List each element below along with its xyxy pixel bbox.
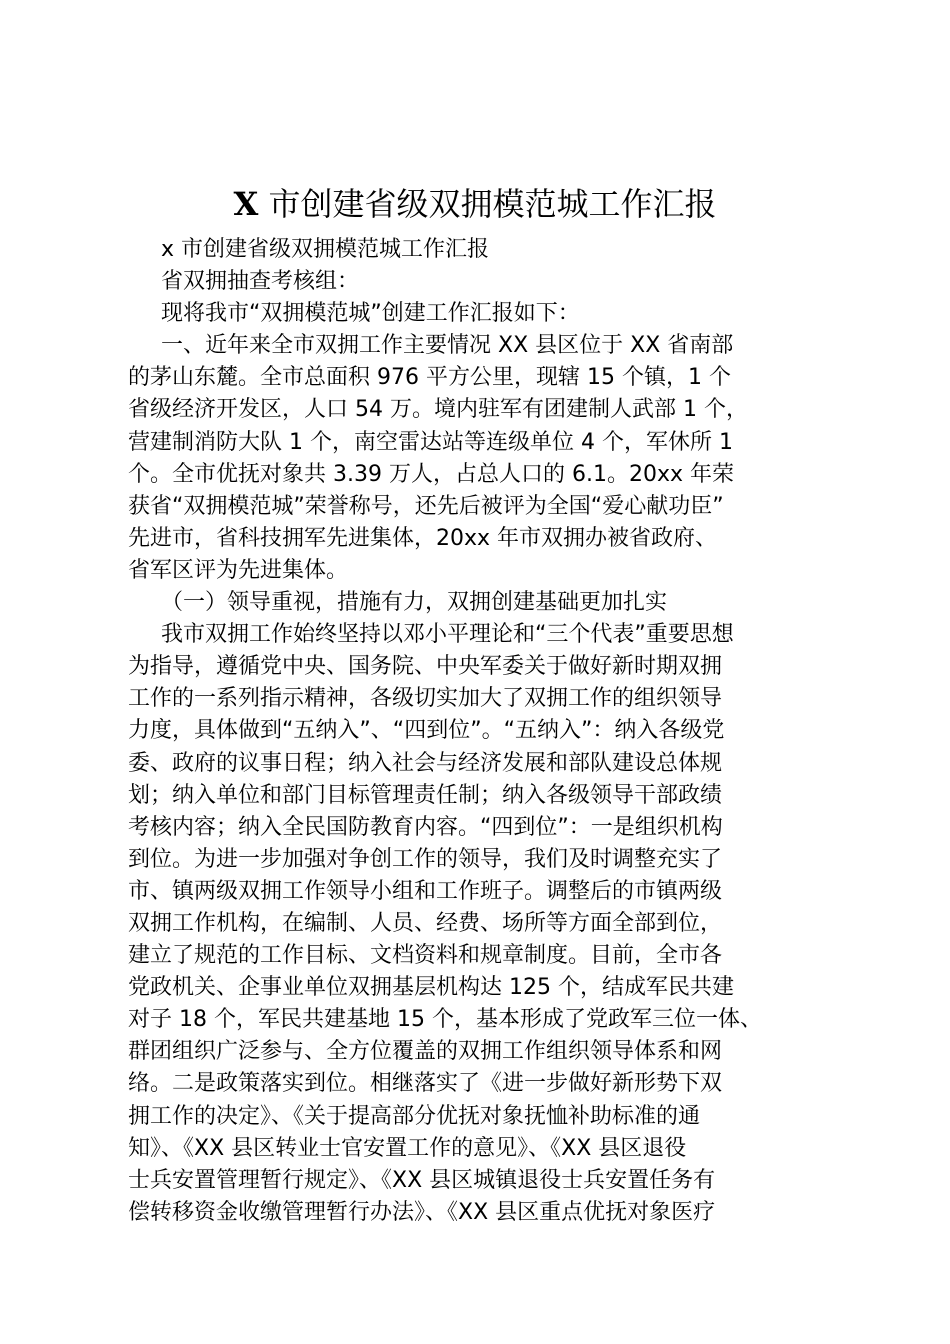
text-line: 到位。为进一步加强对争创工作的领导，我们及时调整充实了 (128, 846, 723, 872)
paragraph-subtitle (128, 234, 828, 266)
text-line: （一）领导重视，措施有力，双拥创建基础更加扎实 (161, 590, 668, 616)
document-body (128, 234, 828, 1229)
text-line: 知》、《XX 县区转业士官安置工作的意见》、《XX 县区退役 (128, 1135, 687, 1161)
text-line: 士兵安置管理暂行规定》、《XX 县区城镇退役士兵安置任务有 (128, 1167, 716, 1193)
text-line: 考核内容；纳入全民国防教育内容。“四到位”：一是组织机构 (128, 814, 723, 840)
text-line: 络。二是政策落实到位。相继落实了《进一步做好新形势下双 (128, 1071, 723, 1097)
text-line: 我市双拥工作始终坚持以邓小平理论和“三个代表”重要思想 (161, 622, 734, 648)
text-line: 划；纳入单位和部门目标管理责任制；纳入各级领导干部政绩 (128, 782, 723, 808)
text-line: 双拥工作机构，在编制、人员、经费、场所等方面全部到位， (128, 910, 723, 936)
paragraph-overview (128, 330, 828, 587)
text-line: 党政机关、企事业单位双拥基层机构达 125 个，结成军民共建 (128, 975, 734, 1001)
text-line: 为指导，遵循党中央、国务院、中央军委关于做好新时期双拥 (128, 654, 723, 680)
text-line: 建立了规范的工作目标、文档资料和规章制度。目前，全市各 (128, 943, 723, 969)
document-title (0, 182, 950, 226)
paragraph-intro (128, 298, 828, 330)
title-text: 市创建省级双拥模范城工作汇报 (258, 185, 717, 223)
text-line: 对子 18 个，军民共建基地 15 个，基本形成了党政军三位一体、 (128, 1007, 762, 1033)
text-line: 偿转移资金收缴管理暂行办法》、《XX 县区重点优抚对象医疗 (128, 1199, 716, 1225)
text-line: 力度，具体做到“五纳入”、“四到位”。“五纳入”：纳入各级党 (128, 718, 725, 744)
text-line: 省双拥抽查考核组： (161, 269, 360, 295)
text-line: 拥工作的决定》、《关于提高部分优抚对象抚恤补助标准的通 (128, 1103, 701, 1129)
text-line: 市、镇两级双拥工作领导小组和工作班子。调整后的市镇两级 (128, 878, 723, 904)
section-heading (128, 587, 828, 619)
text-line: 营建制消防大队 1 个，南空雷达站等连级单位 4 个，军休所 1 (128, 429, 733, 455)
text-line: 先进市，省科技拥军先进集体，20xx 年市双拥办被省政府、 (128, 525, 718, 551)
text-line: 获省“双拥模范城”荣誉称号，还先后被评为全国“爱心献功臣” (128, 493, 724, 519)
text-line: x 市创建省级双拥模范城工作汇报 (161, 237, 490, 262)
text-line: 个。全市优抚对象共 3.39 万人，占总人口的 6.1。20xx 年荣 (128, 461, 734, 487)
text-line: 省军区评为先进集体。 (128, 557, 349, 583)
text-line: 省级经济开发区，人口 54 万。境内驻军有团建制人武部 1 个， (128, 397, 748, 423)
title-prefix: X (233, 185, 259, 223)
text-line: 群团组织广泛参与、全方位覆盖的双拥工作组织领导体系和网 (128, 1039, 723, 1065)
paragraph-leadership (128, 619, 828, 1229)
text-line: 现将我市“双拥模范城”创建工作汇报如下： (161, 301, 580, 327)
text-line: 的茅山东麓。全市总面积 976 平方公里，现辖 15 个镇，1 个 (128, 365, 731, 391)
text-line: 委、政府的议事日程；纳入社会与经济发展和部队建设总体规 (128, 750, 723, 776)
paragraph-salutation (128, 266, 828, 298)
text-line: 一、近年来全市双拥工作主要情况 XX 县区位于 XX 省南部 (161, 333, 734, 359)
text-line: 工作的一系列指示精神，各级切实加大了双拥工作的组织领导 (128, 686, 723, 712)
